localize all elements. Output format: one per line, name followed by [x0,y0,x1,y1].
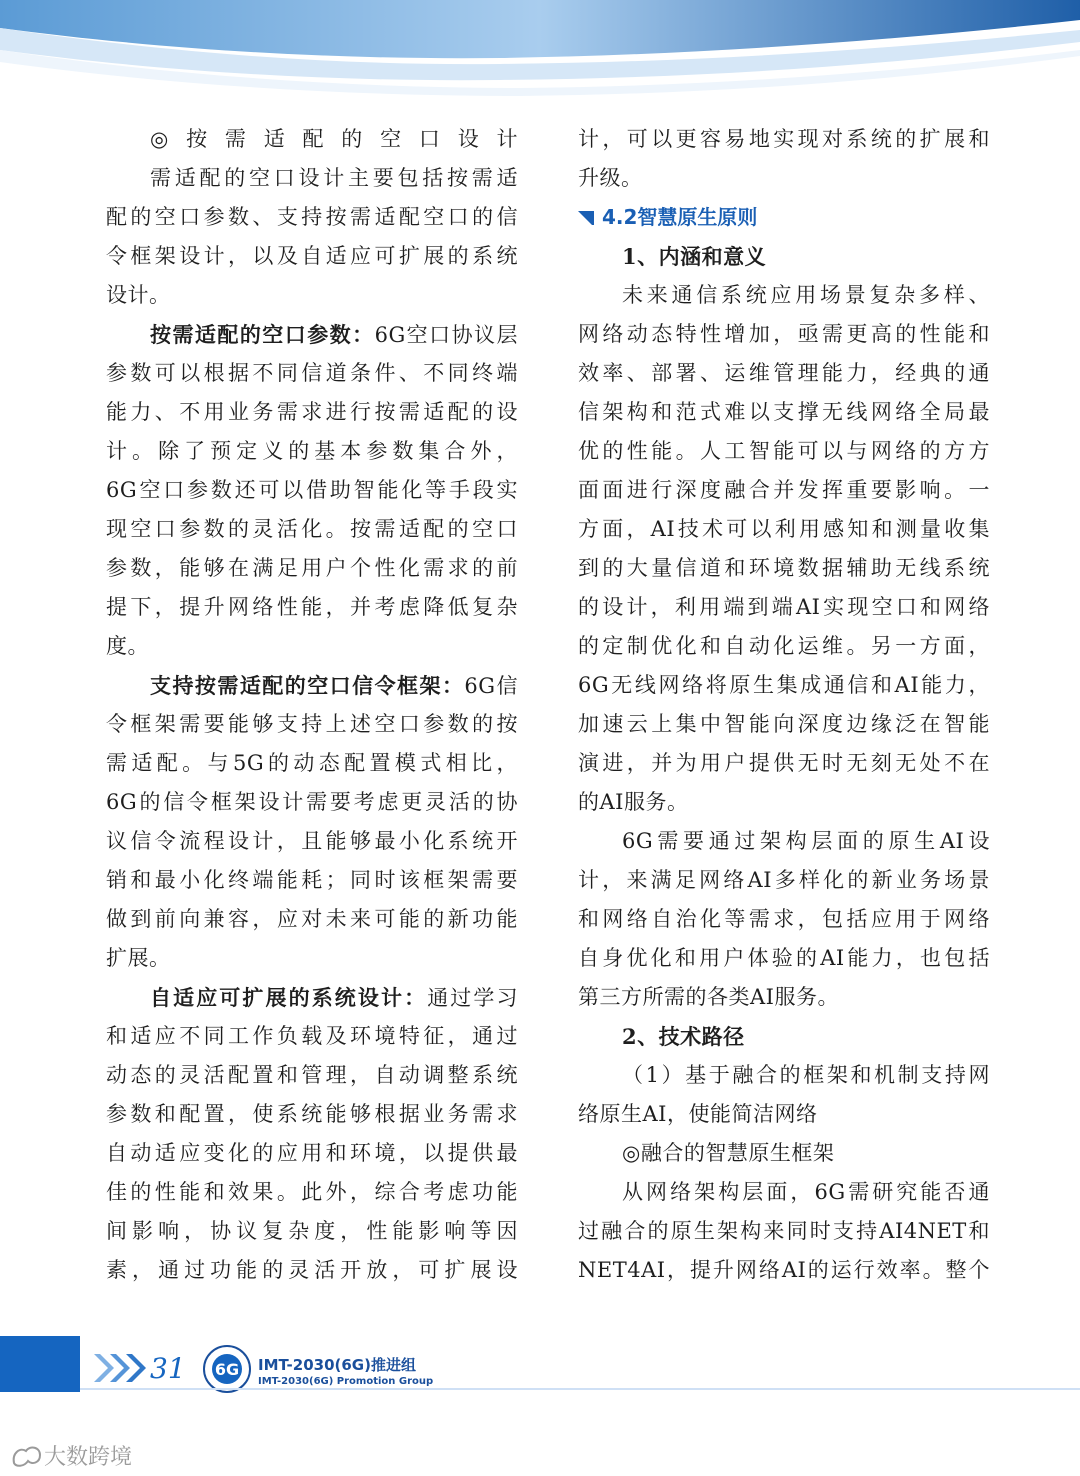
paragraph-lead-term: 支持按需适配的空口信令框架： [150,673,465,698]
paragraph-lead-term: 自适应可扩展的系统设计： [150,985,428,1010]
text-line: 从网络架构层面，6G需研究能否通 [622,1180,990,1204]
text-line [106,666,518,705]
text-span: 6G信 [464,674,518,698]
watermark [10,1440,132,1471]
text-line: 1、内涵和意义 [622,244,767,269]
text-line: 的AI服务。 [578,790,689,814]
text-line: 方面，AI技术可以利用感知和测量收集 [578,517,990,541]
text-line: 的设计，利用端到端AI实现空口和网络 [578,595,990,619]
footer-org-name-en: IMT-2030(6G) Promotion Group [258,1376,434,1387]
text-line: 和适应不同工作负载及环境特征，通过 [106,1024,518,1048]
text-line: 计，来满足网络AI多样化的新业务场景 [578,868,990,892]
text-line: 议信令流程设计，且能够最小化系统开 [106,829,518,853]
text-line: 计，可以更容易地实现对系统的扩展和 [578,127,990,151]
text-line: 6G无线网络将原生集成通信和AI能力， [578,673,990,697]
text-line: 络原生AI，使能简洁网络 [578,1102,818,1126]
text-line: 做到前向兼容，应对未来可能的新功能 [106,907,518,931]
text-line: 计。除了预定义的基本参数集合外， [106,439,518,463]
left-column [106,120,518,1290]
text-span: 6G空口协议层 [374,323,519,347]
text-line: 扩展。 [106,946,171,970]
chevron-arrows-icon [92,1352,152,1384]
text-line: 的定制优化和自动化运维。另一方面， [578,634,990,658]
text-line: 佳的性能和效果。此外，综合考虑功能 [106,1180,518,1204]
text-line: 度。 [106,634,149,658]
text-line [106,315,518,354]
section-marker-icon [578,209,594,227]
text-line: 面面进行深度融合并发挥重要影响。一 [578,478,990,502]
text-line: 自身优化和用户体验的AI能力，也包括 [578,946,990,970]
text-line: 令框架需要能够支持上述空口参数的按 [106,712,518,736]
section-heading-text: 4.2智慧原生原则 [602,205,758,229]
imt2030-logo [202,1344,252,1394]
text-line: 6G空口参数还可以借助智能化等手段实 [106,478,518,502]
logo-text: 6G [214,1360,240,1379]
text-line: 6G需要通过架构层面的原生AI设 [622,829,990,853]
text-line: 提下，提升网络性能，并考虑降低复杂 [106,595,518,619]
paragraph-lead-term: 按需适配的空口参数： [150,322,375,347]
right-column [578,120,990,1290]
text-line: 升级。 [578,166,643,190]
text-line: 令框架设计，以及自适应可扩展的系统 [106,244,518,268]
text-line: 需适配。与5G的动态配置模式相比， [106,751,518,775]
text-line: 加速云上集中智能向深度边缘泛在智能 [578,712,990,736]
text-line: 未来通信系统应用场景复杂多样、 [622,283,990,307]
watermark-logo-icon [10,1443,44,1469]
text-line: 到的大量信道和环境数据辅助无线系统 [578,556,990,580]
page-number: 31 [150,1352,186,1385]
text-line: NET4AI，提升网络AI的运行效率。整个 [578,1258,990,1282]
text-line: 6G的信令框架设计需要考虑更灵活的协 [106,790,518,814]
text-line: 设计。 [106,283,171,307]
text-line: 信架构和范式难以支撑无线网络全局最 [578,400,990,424]
text-line: 销和最小化终端能耗；同时该框架需要 [106,868,518,892]
text-line: 能力、不用业务需求进行按需适配的设 [106,400,518,424]
text-line: 优的性能。人工智能可以与网络的方方 [578,439,990,463]
text-line: 第三方所需的各类AI服务。 [578,985,839,1009]
text-line: 现空口参数的灵活化。按需适配的空口 [106,517,518,541]
text-line: 2、技术路径 [622,1024,745,1049]
watermark-text: 大数跨境 [44,1445,133,1470]
text-line: 动态的灵活配置和管理，自动调整系统 [106,1063,518,1087]
footer-accent-bar [0,1336,80,1392]
text-line: 间影响，协议复杂度，性能影响等因 [106,1219,518,1243]
text-line: 配的空口参数、支持按需适配空口的信 [106,205,518,229]
section-heading [578,198,990,237]
footer-divider [80,1388,1080,1390]
text-line: 和网络自治化等需求，包括应用于网络 [578,907,990,931]
text-line: （1）基于融合的框架和机制支持网 [622,1063,990,1087]
text-span: 通过学习 [427,986,519,1010]
header-wave-graphic [0,0,1080,100]
text-line: ◎融合的智慧原生框架 [622,1141,835,1165]
text-line: 参数，能够在满足用户个性化需求的前 [106,556,518,580]
text-line: 需适配的空口设计主要包括按需适 [150,166,518,190]
text-line: 演进，并为用户提供无时无刻无处不在 [578,751,990,775]
text-line: 素，通过功能的灵活开放，可扩展设 [106,1258,518,1282]
text-line: ◎按需适配的空口设计 [150,127,518,151]
text-line: 参数和配置，使系统能够根据业务需求 [106,1102,518,1126]
footer-org-name: IMT-2030(6G)推进组 [258,1356,416,1374]
text-line: 参数可以根据不同信道条件、不同终端 [106,361,518,385]
text-line: 网络动态特性增加，亟需更高的性能和 [578,322,990,346]
text-line [106,978,518,1017]
text-line: 过融合的原生架构来同时支持AI4NET和 [578,1219,990,1243]
text-line: 自动适应变化的应用和环境，以提供最 [106,1141,518,1165]
text-line: 效率、部署、运维管理能力，经典的通 [578,361,990,385]
